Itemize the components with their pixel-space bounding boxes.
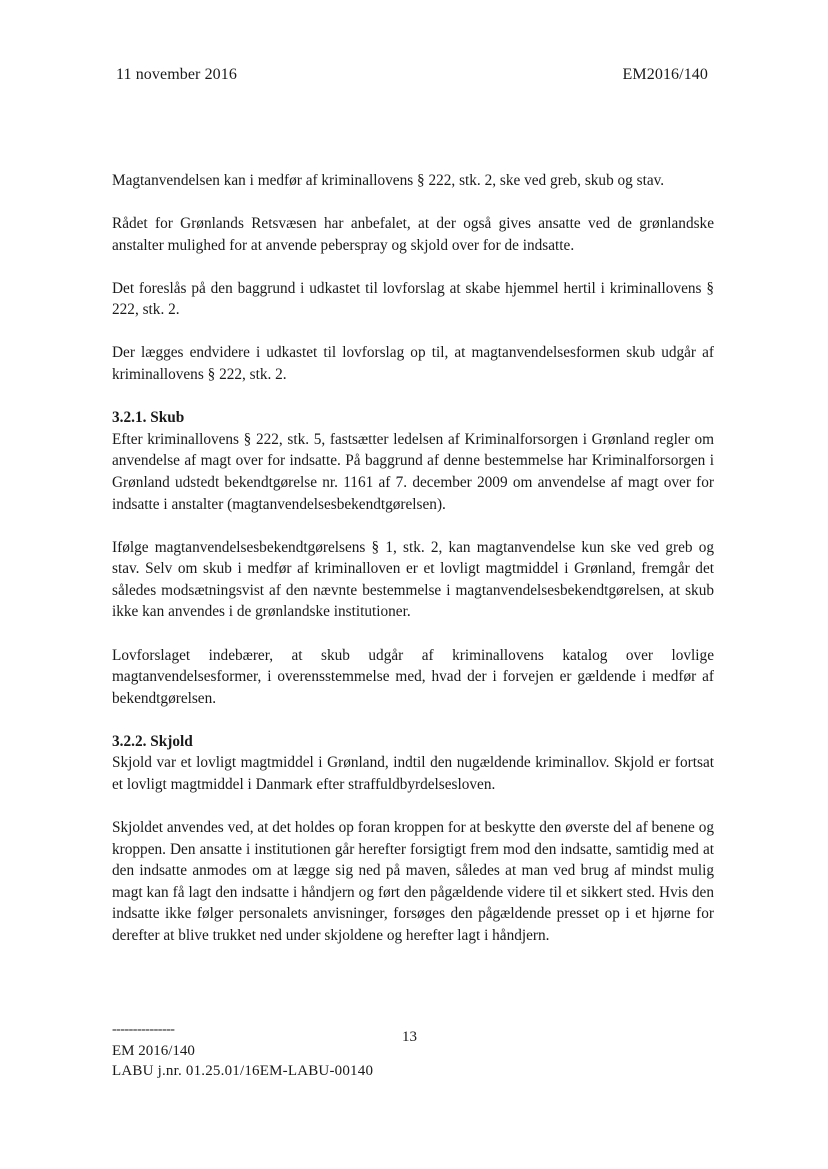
paragraph: Ifølge magtanvendelsesbekendtgørelsens § 1, stk. 2, kan magtanvendelse kun ske ved greb og stav. Selv om skub i medfør af kriminalloven er et lovligt magtmiddel i Grønland, fremgår det således modsætningsvist af den nævnte bestemmelse i magtanvendelsesbekendtgørelsen, at skub ikke kan anvendes i de grønlandske institutioner. — [112, 538, 714, 621]
header-reference: EM2016/140 — [622, 66, 708, 83]
paragraph: Rådet for Grønlands Retsvæsen har anbefalet, at der også gives ansatte ved de grønlandske anstalter mulighed for at anvende peberspray og skjold over for de indsatte. — [112, 215, 714, 254]
paragraph: Magtanvendelsen kan i medfør af kriminallovens § 222, stk. 2, ske ved greb, skub og stav. — [112, 172, 665, 189]
paragraph: Skjoldet anvendes ved, at det holdes op foran kroppen for at beskytte den øverste del af benene og kroppen. Den ansatte i institutionen går herefter forsigtigt frem mod den indsatte, samtidig med at den indsatte anmodes om at lægge sig ned på maven, således at man ved brug af mindst mulig magt kan få lagt den indsatte i håndjern og ført den pågældende videre til et sikkert sted. Hvis den indsatte ikke følger personalets anvisninger, forsøges den pågældende presset op i et hjørne for derefter at blive trukket ned under skjoldene og herefter lagt i håndjern. — [112, 819, 714, 945]
paragraph: Der lægges endvidere i udkastet til lovforslag op til, at magtanvendelsesformen skub udgår af kriminallovens § 222, stk. 2. — [112, 344, 714, 384]
page-number: 13 — [402, 1029, 417, 1045]
footer-document-id: EM 2016/140 — [112, 1043, 195, 1059]
header-date: 11 november 2016 — [116, 66, 237, 83]
paragraph: Skjold var et lovligt magtmiddel i Grønland, indtil den nugældende kriminallov. Skjold er fortsat et lovligt magtmiddel i Danmark efter straffuldbyrdelsesloven. — [112, 754, 714, 793]
body-text — [112, 170, 714, 968]
section-heading: 3.2.2. Skjold — [112, 732, 193, 750]
section-skub — [112, 407, 714, 515]
footer-rule: --------------- — [112, 1022, 175, 1037]
footer-journal-number: LABU j.nr. 01.25.01/16EM-LABU-00140 — [112, 1063, 374, 1079]
section-heading: 3.2.1. Skub — [112, 409, 185, 427]
section-skjold — [112, 731, 714, 796]
paragraph: Det foreslås på den baggrund i udkastet til lovforslag at skabe hjemmel hertil i kriminallovens § 222, stk. 2. — [112, 279, 714, 319]
paragraph: Lovforslaget indebærer, at skub udgår af kriminallovens katalog over lovlige magtanvendelsesformer, i overensstemmelse med, hvad der i forvejen er gældende i medfør af bekendtgørelsen. — [112, 646, 714, 707]
paragraph: Efter kriminallovens § 222, stk. 5, fastsætter ledelsen af Kriminalforsorgen i Grønland regler om anvendelse af magt over for indsatte. På baggrund af denne bestemmelse har Kriminalforsorgen i Grønland udstedt bekendtgørelse nr. 1161 af 7. december 2009 om anvendelse af magt over for indsatte i anstalter (magtanvendelsesbekendtgørelsen). — [112, 430, 714, 513]
